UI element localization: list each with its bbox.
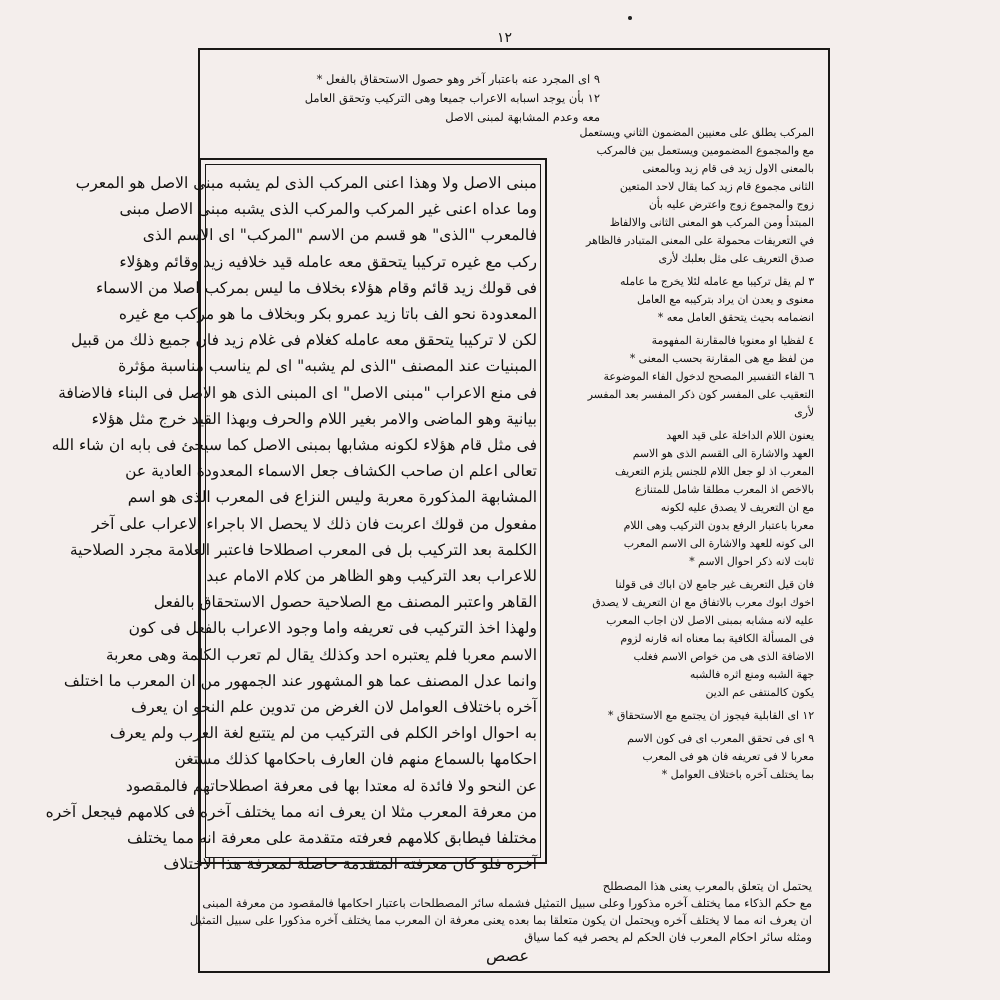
margin-note-line: ٦ الفاء التفسير المصحح لدخول الفاء الموضوعة [603,370,814,383]
main-text-line: به احوال اواخر الكلم فی التركيب من لم يتتبع لغة العرب ولم يعرف [109,724,537,743]
margin-note [558,730,814,784]
margin-note-line: ٩ ای فی تحقق المعرب ای فی كون الاسم [627,732,814,745]
main-text-line: من معرفة المعرب مثلا ان يعرف انه مما يختلف آخره فی كلامهم فيجعل آخره [45,802,537,821]
main-text-line: فی مثل قام هؤلاء لكونه مشابها بمبنی الاصل كما سيجئ فی بابه ان شاء الله [51,436,537,455]
main-text-line: ولهذا اخذ التركيب فی تعريفه واما وجود الاعراب بالفعل فی كون [128,619,537,638]
margin-note [558,332,814,422]
margin-note-line: فی المسألة الكافية بما معناه انه قارنه لزوم [620,632,814,645]
main-text-line: آخره فلو كان معرفته المتقدمة حاصلة لمعرفة هذا الاختلاف [163,855,537,874]
margin-note-line: لأرى [794,406,814,419]
margin-note-line: يكون كالمنتفی عم الدين [705,686,814,699]
bottom-notes [189,878,812,946]
margin-note-line: ٣ لم يقل تركيبا مع عامله لئلا يخرج ما عامله [620,275,814,288]
margin-note-line: المركب يطلق على معنيين المضمون الثاني ويستعمل [579,126,814,139]
main-text-line: الكلمة بعد التركيب بل فی المعرب اصطلاحا فاعتبر العلامة مجرد الصلاحية [69,540,537,559]
top-notes [260,70,600,127]
margin-note-line: بما يختلف آخره باختلاف العوامل * [661,768,814,781]
margin-note-line: الثانی مجموع قام زيد كما يقال لاحد المتعين [619,180,814,193]
margin-note-line: الاضافة الذی هی من خواص الاسم فغلب [633,650,814,663]
bottom-note-line: ومثله سائر احكام المعرب فان الحكم لم يحصر فيه كما سياق [524,930,812,944]
margin-note-line: صدق التعريف على مثل بعلبك لأرى [658,252,814,265]
margin-note [558,427,814,571]
margin-notes [558,124,814,789]
margin-note-line: الى كونه للعهد والاشارة الى الاسم المعرب [623,537,814,550]
main-text [45,170,537,874]
main-text-line: المعدودة نحو الف باتا زيد عمرو بكر وبخلاف ما هو مركب مع غيره [118,305,537,324]
top-note-line: معه وعدم المشابهة لمبنی الاصل [445,110,600,124]
margin-note [558,273,814,327]
main-text-line: المبنيات عند المصنف "الذی لم يشبه" ای لم يناسب مناسبة مؤثرة [118,357,537,376]
ornament: عصص [486,946,530,965]
bottom-note-line: ان يعرف انه مما لا يختلف آخره ويحتمل ان يكون متعلقا بما بعده يعنی معرفة ان المعرب مما يختلف آخره مذكورا على سبيل التمثيل [189,913,812,927]
margin-note [558,576,814,702]
main-text-line: وانما عدل المصنف عما هو المشهور عند الجمهور من ان المعرب ما اختلف [63,671,537,690]
main-text-line: وما عداه اعنی غير المركب والمركب الذی يشبه مبنی الاصل مبنی [119,200,537,219]
margin-note-line: ٤ لفظيا او معنويا فالمقارنة المفهومة [651,334,814,347]
top-note-line: ٩ ای المجرد عنه باعتبار آخر وهو حصول الاستحقاق بالفعل * [316,72,600,86]
main-text-line: لكن لا تركيبا يتحقق معه عامله كغلام فی غلام زيد فان جميع ذلك من قبيل [71,331,537,350]
main-text-line: المشابهة المذكورة معربة وليس النزاع فی المعرب الذی هو اسم [127,488,537,507]
main-text-line: آخره باختلاف العوامل لان الغرض من تدوين علم النحو ان يعرف [131,698,537,717]
bottom-note-line: مع حكم الذكاء مما يختلف آخره مذكورا وعلى سبيل التمثيل فشمله سائر المصطلحات باعتبار احكامها فالمقصود من معرفة المبنی [202,896,812,910]
margin-note-line: ١٢ ای القابلية فيجوز ان يجتمع مع الاستحقاق * [607,709,814,722]
margin-note-line: معنوی و يعدن ان يراد بتركيبه مع العامل [637,293,814,306]
margin-note-line: مع والمجموع المضمومين ويستعمل بين فالمركب [596,144,814,157]
margin-note-line: العهد والاشارة الى القسم الذی هو الاسم [632,447,814,460]
main-text-line: فی قولك زيد قائم وقام هؤلاء بخلاف ما ليس بمركب اصلا من الاسماء [95,278,537,297]
main-text-box [45,158,547,874]
main-text-line: الاسم معربا فلم يعتبره احد وكذلك يقال لم تعرب الكلمة وهی معربة [105,645,537,664]
margin-note-line: يعنون اللام الداخلة على قيد العهد [666,429,814,442]
margin-note-line: التعقيب على المفسر كون ذكر المفسر بعد المفسر [587,388,814,401]
main-text-line: بيانية وهو الماضی والامر بغير اللام والحرف وبهذا القيد خرج مثل هؤلاء [91,409,537,428]
margin-note-line: زوج والمجموع زوج واعترض عليه بأن [648,198,814,211]
main-text-line: القاهر واعتبر المصنف مع الصلاحية حصول الاستحقاق بالفعل [153,593,537,612]
main-text-line: احكامها بالسماع منهم فان العارف باحكامها كذلك مستغن [174,750,537,769]
margin-note [558,707,814,725]
margin-note-line: اخوك ابوك معرب بالاتفاق مع ان التعريف لا يصدق [592,596,814,609]
main-text-line: مبنی الاصل ولا وهذا اعنی المركب الذی لم يشبه مبنی الاصل هو المعرب [75,174,537,192]
page-dot [628,16,632,20]
margin-note-line: بالاخص اذ المعرب مطلقا شامل للمتنازع [634,483,814,496]
top-note-line: ١٢ بأن يوجد اسبابه الاعراب جميعا وهی التركيب وتحقق العامل [304,91,600,105]
margin-note-line: معربا باعتبار الرفع بدون التركيب وهی اللام [623,519,814,532]
main-text-line: فی منع الاعراب "مبنی الاصل" ای المبنی الذی هو الاصل فی البناء فالاضافة [58,383,537,402]
bottom-note-line: يحتمل ان يتعلق بالمعرب يعنی هذا المصطلح [602,879,812,893]
main-text-line: مختلفا فيطابق كلامهم فعرفته متقدمة على معرفة انه مما يختلف [126,829,537,848]
margin-note-line: عليه لانه مشابه بمبنی الاصل لان اجاب المعرب [606,614,814,627]
margin-note-line: المبتدأ ومن المركب هو المعنی الثانی والالفاظ [609,216,814,229]
margin-note-line: فان قيل التعريف غير جامع لان اباك فی قولنا [615,578,814,591]
margin-note-line: المعرب اذ لو جعل اللام للجنس يلزم التعريف [614,465,814,478]
margin-note-line: في التعريفات محمولة على المعنى المتبادر فالظاهر [586,234,814,247]
main-text-line: عن النحو ولا فائدة له معتدا بها فی معرفة اصطلاحاتهم فالمقصود [125,776,537,795]
margin-note-line: بالمعنى الاول زيد فی قام زيد وبالمعنی [642,162,814,175]
margin-note-line: معربا لا فی تعريفه فان هو فی المعرب [642,750,814,763]
main-text-line: ركب مع غيره تركيبا يتحقق معه عامله قيد خلافيه زيد وقائم وهؤلاء [119,252,537,271]
page-number: ١٢ [497,30,513,46]
margin-note [558,124,814,268]
margin-note-line: ثابت لانه ذكر احوال الاسم * [689,555,814,568]
main-text-line: للاعراب بعد التركيب وهو الظاهر من كلام الامام عبد [206,567,537,586]
margin-note-line: جهة الشبه ومنع اثره فالشبه [689,668,814,681]
margin-note-line: مع ان التعريف لا يصدق عليه لكونه [660,501,814,514]
margin-note-line: من لفظ مع هی المقارنة بحسب المعنی * [629,352,814,365]
main-text-line: مفعول من قولك اعربت فان ذلك لا يحصل الا باجراء الاعراب على آخر [92,514,537,533]
main-text-line: فالمعرب "الذی" هو قسم من الاسم "المركب" ای الاسم الذی [142,226,537,245]
main-text-line: تعالى اعلم ان صاحب الكشاف جعل الاسماء المعدودة العادية عن [125,462,537,481]
margin-note-line: انضمامه بحيث يتحقق العامل معه * [657,311,814,324]
